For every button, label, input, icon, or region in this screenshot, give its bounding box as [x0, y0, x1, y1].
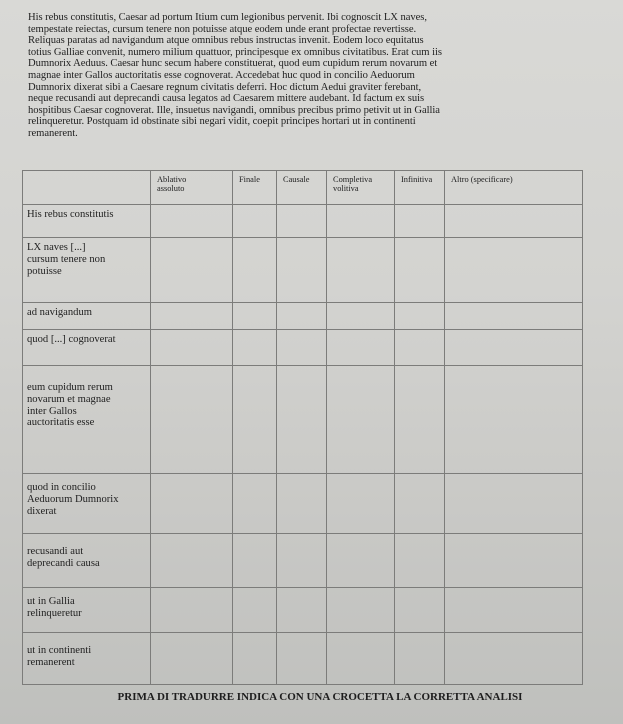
header-line: Ablativo: [157, 175, 187, 184]
table-row: [23, 588, 583, 633]
header-line: Altro (specificare): [451, 175, 513, 184]
checkbox-cell[interactable]: [327, 330, 395, 366]
checkbox-cell[interactable]: [395, 205, 445, 238]
checkbox-cell[interactable]: [277, 330, 327, 366]
checkbox-cell[interactable]: [327, 588, 395, 633]
checkbox-cell[interactable]: [395, 303, 445, 330]
header-line: assoluto: [157, 184, 185, 193]
checkbox-cell[interactable]: [277, 588, 327, 633]
row-label-line: deprecandi causa: [27, 557, 100, 569]
checkbox-cell[interactable]: [277, 534, 327, 588]
checkbox-cell[interactable]: [233, 588, 277, 633]
header-finale: [233, 171, 277, 205]
passage-line: hospitibus Caesar cognoverat. Ille, insuetus navigandi, omnibus precibus primo petivit ut in Gallia: [28, 104, 440, 116]
checkbox-cell[interactable]: [277, 205, 327, 238]
analysis-table: [22, 170, 583, 685]
row-label-line: ut in Gallia: [27, 596, 75, 607]
header-line: Causale: [283, 175, 310, 184]
checkbox-cell[interactable]: [327, 534, 395, 588]
checkbox-cell[interactable]: [395, 330, 445, 366]
table-row: [23, 330, 583, 366]
table-row: [23, 474, 583, 534]
passage-line: neque recusandi aut deprecandi causa legatos ad Caesarem mittere audebant. Id factum ex suis: [28, 93, 425, 105]
row-label: [23, 534, 151, 588]
checkbox-cell[interactable]: [233, 238, 277, 303]
row-label-line: cursum tenere non: [27, 253, 106, 265]
header-line: Completiva: [333, 175, 373, 184]
checkbox-cell[interactable]: [445, 303, 583, 330]
row-label: [23, 474, 151, 534]
checkbox-cell[interactable]: [395, 366, 445, 474]
row-label-line: auctoritatis esse: [27, 417, 95, 429]
checkbox-cell[interactable]: [395, 534, 445, 588]
row-label-line: inter Gallos: [27, 405, 77, 417]
checkbox-cell[interactable]: [277, 366, 327, 474]
checkbox-cell[interactable]: [233, 330, 277, 366]
table-row: [23, 303, 583, 330]
table-header-row: [23, 171, 583, 205]
header-line: Infinitiva: [401, 175, 433, 184]
latin-passage: [28, 12, 603, 140]
checkbox-cell[interactable]: [151, 205, 233, 238]
checkbox-cell[interactable]: [233, 303, 277, 330]
checkbox-cell[interactable]: [151, 534, 233, 588]
passage-line: totius Galliae convenit, numero milium quattuor, principesque ex omnibus civitatibus. Erat cum iis: [28, 46, 442, 58]
row-label-line: quod [...] cognoverat: [27, 334, 116, 345]
checkbox-cell[interactable]: [151, 588, 233, 633]
checkbox-cell[interactable]: [445, 474, 583, 534]
checkbox-cell[interactable]: [233, 534, 277, 588]
row-label-line: remanerent: [27, 656, 75, 668]
header-corner: [23, 171, 151, 205]
checkbox-cell[interactable]: [445, 366, 583, 474]
table-row: [23, 633, 583, 685]
header-ablativo-assoluto: [151, 171, 233, 205]
header-completiva-volitiva: [327, 171, 395, 205]
checkbox-cell[interactable]: [445, 534, 583, 588]
checkbox-cell[interactable]: [395, 633, 445, 685]
checkbox-cell[interactable]: [151, 303, 233, 330]
row-label-line: Aeduorum Dumnorix: [27, 493, 119, 505]
checkbox-cell[interactable]: [233, 633, 277, 685]
passage-line: magnae inter Gallos auctoritatis esse cognoverat. Accedebat huc quod in concilio Aeduorum: [28, 69, 415, 81]
checkbox-cell[interactable]: [233, 366, 277, 474]
row-label: [23, 238, 151, 303]
checkbox-cell[interactable]: [277, 303, 327, 330]
row-label-line: relinqueretur: [27, 607, 82, 619]
passage-line: relinqueretur. Postquam id obstinate sibi negari vidit, coepit principes hortari ut in continenti: [28, 116, 416, 128]
checkbox-cell[interactable]: [445, 238, 583, 303]
checkbox-cell[interactable]: [327, 474, 395, 534]
passage-line: Dumnorix Aeduus. Caesar hunc secum habere constituerat, quod eum cupidum rerum novarum et: [28, 58, 438, 70]
checkbox-cell[interactable]: [395, 474, 445, 534]
checkbox-cell[interactable]: [151, 474, 233, 534]
passage-line: Reliquas paratas ad navigandum atque omnibus rebus instructas invenit. Eodem loco equitatus: [28, 35, 424, 47]
row-label: [23, 366, 151, 474]
table-row: [23, 238, 583, 303]
row-label: [23, 330, 151, 366]
checkbox-cell[interactable]: [327, 633, 395, 685]
header-line: volitiva: [333, 184, 359, 193]
row-label-line: LX naves [...]: [27, 242, 86, 253]
passage-line: His rebus constitutis, Caesar ad portum Itium cum legionibus pervenit. Ibi cognoscit LX naves,: [28, 12, 427, 23]
checkbox-cell[interactable]: [327, 366, 395, 474]
passage-line: tempestate reiectas, cursum tenere non potuisse atque eodem unde erant profectae revertisse.: [28, 23, 417, 35]
checkbox-cell[interactable]: [445, 633, 583, 685]
row-label-line: quod in concilio: [27, 482, 96, 493]
checkbox-cell[interactable]: [277, 633, 327, 685]
checkbox-cell[interactable]: [151, 633, 233, 685]
checkbox-cell[interactable]: [445, 205, 583, 238]
checkbox-cell[interactable]: [277, 474, 327, 534]
checkbox-cell[interactable]: [151, 238, 233, 303]
row-label-line: ut in continenti: [27, 645, 92, 656]
checkbox-cell[interactable]: [327, 205, 395, 238]
row-label-line: eum cupidum rerum: [27, 382, 113, 393]
header-line: Finale: [239, 175, 260, 184]
checkbox-cell[interactable]: [395, 588, 445, 633]
row-label: [23, 633, 151, 685]
row-label-line: potuisse: [27, 265, 62, 277]
checkbox-cell[interactable]: [233, 474, 277, 534]
row-label: [23, 205, 151, 238]
row-label-line: recusandi aut: [27, 546, 84, 557]
checkbox-cell[interactable]: [395, 238, 445, 303]
row-label-line: novarum et magnae: [27, 393, 111, 405]
table-row: [23, 534, 583, 588]
checkbox-cell[interactable]: [151, 330, 233, 366]
row-label-line: dixerat: [27, 505, 57, 517]
passage-line: Dumnorix dixerat sibi a Caesare regnum civitatis deferri. Hoc dictum Aedui graviter ferebant,: [28, 81, 422, 93]
header-infinitiva: [395, 171, 445, 205]
instruction-footer: PRIMA DI TRADURRE INDICA CON UNA CROCETTA LA CORRETTA ANALISI: [117, 691, 523, 703]
table-row: [23, 205, 583, 238]
checkbox-cell[interactable]: [445, 588, 583, 633]
row-label: [23, 303, 151, 330]
row-label-line: ad navigandum: [27, 307, 93, 318]
table-row: [23, 366, 583, 474]
passage-line: remanerent.: [28, 127, 78, 139]
row-label-line: His rebus constitutis: [27, 209, 114, 220]
row-label: [23, 588, 151, 633]
checkbox-cell[interactable]: [151, 366, 233, 474]
header-causale: [277, 171, 327, 205]
checkbox-cell[interactable]: [445, 330, 583, 366]
checkbox-cell[interactable]: [233, 205, 277, 238]
checkbox-cell[interactable]: [277, 238, 327, 303]
checkbox-cell[interactable]: [327, 238, 395, 303]
checkbox-cell[interactable]: [327, 303, 395, 330]
header-altro: [445, 171, 583, 205]
